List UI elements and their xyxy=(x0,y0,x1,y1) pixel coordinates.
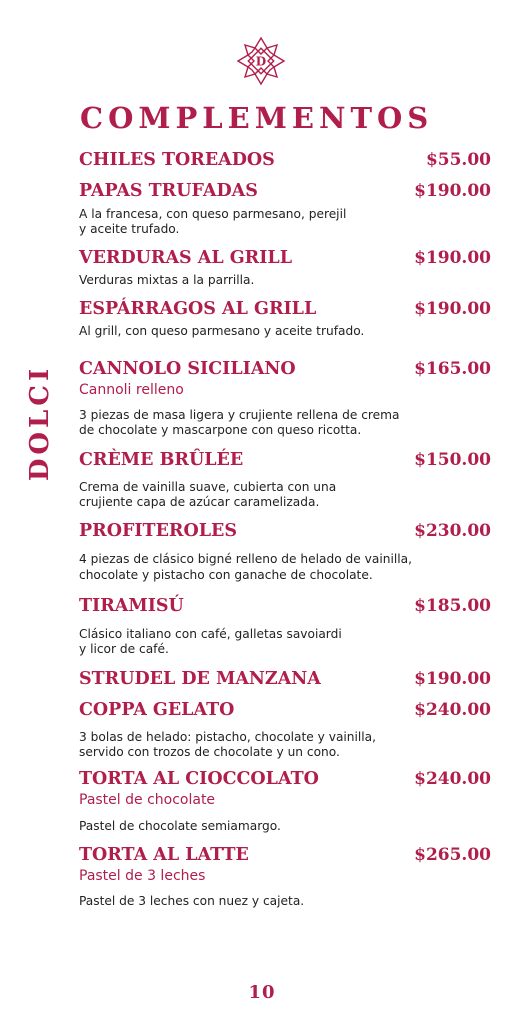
section-title: COMPLEMENTOS xyxy=(80,101,434,135)
item-description: A la francesa, con queso parmesano, perejil xyxy=(79,207,347,221)
item-name: TORTA AL CIOCCOLATO xyxy=(79,769,319,789)
item-name: CHILES TOREADOS xyxy=(79,150,275,170)
item-name: PROFITEROLES xyxy=(79,521,237,541)
item-name: COPPA GELATO xyxy=(79,700,235,720)
svg-text:D: D xyxy=(255,54,267,69)
item-name: CANNOLO SICILIANO xyxy=(79,359,296,379)
item-name: STRUDEL DE MANZANA xyxy=(79,669,321,689)
item-description: y aceite trufado. xyxy=(79,222,180,236)
item-price: $190.00 xyxy=(414,248,491,268)
item-price: $240.00 xyxy=(414,700,491,720)
item-price: $190.00 xyxy=(414,669,491,689)
item-description: 3 piezas de masa ligera y crujiente rellena de crema xyxy=(79,408,400,422)
item-description: chocolate y pistacho con ganache de chocolate. xyxy=(79,568,373,582)
item-description: Clásico italiano con café, galletas savoiardi xyxy=(79,627,342,641)
item-description: de chocolate y mascarpone con queso ricotta. xyxy=(79,423,362,437)
item-subtitle: Cannoli relleno xyxy=(79,382,184,398)
ornamental-monogram-icon xyxy=(236,36,286,86)
item-name: PAPAS TRUFADAS xyxy=(79,181,258,201)
item-price: $165.00 xyxy=(414,359,491,379)
side-label-dolci: DOLCI xyxy=(25,364,55,482)
item-name: TORTA AL LATTE xyxy=(79,845,249,865)
item-name: VERDURAS AL GRILL xyxy=(79,248,293,268)
item-description: Verduras mixtas a la parrilla. xyxy=(79,273,255,287)
item-name: TIRAMISÚ xyxy=(79,596,184,616)
item-price: $55.00 xyxy=(425,150,491,170)
item-price: $240.00 xyxy=(414,769,491,789)
item-price: $265.00 xyxy=(414,845,491,865)
item-description: Pastel de 3 leches con nuez y cajeta. xyxy=(79,894,305,908)
item-price: $190.00 xyxy=(414,299,491,319)
item-subtitle: Pastel de chocolate xyxy=(79,792,216,808)
item-description: Pastel de chocolate semiamargo. xyxy=(79,819,281,833)
item-description: servido con trozos de chocolate y un cono. xyxy=(79,745,340,759)
item-price: $190.00 xyxy=(414,181,491,201)
item-description: Crema de vainilla suave, cubierta con una xyxy=(79,480,337,494)
item-subtitle: Pastel de 3 leches xyxy=(79,868,206,884)
item-name: ESPÁRRAGOS AL GRILL xyxy=(79,299,317,319)
item-name: CRÈME BRÛLÉE xyxy=(79,450,244,470)
item-description: 4 piezas de clásico bigné relleno de helado de vainilla, xyxy=(79,552,412,566)
item-price: $150.00 xyxy=(414,450,491,470)
item-description: y licor de café. xyxy=(79,642,169,656)
item-price: $230.00 xyxy=(414,521,491,541)
item-price: $185.00 xyxy=(414,596,491,616)
item-description: 3 bolas de helado: pistacho, chocolate y vainilla, xyxy=(79,730,377,744)
item-description: Al grill, con queso parmesano y aceite trufado. xyxy=(79,324,365,338)
page-number: 10 xyxy=(248,982,276,1003)
item-description: crujiente capa de azúcar caramelizada. xyxy=(79,495,320,509)
